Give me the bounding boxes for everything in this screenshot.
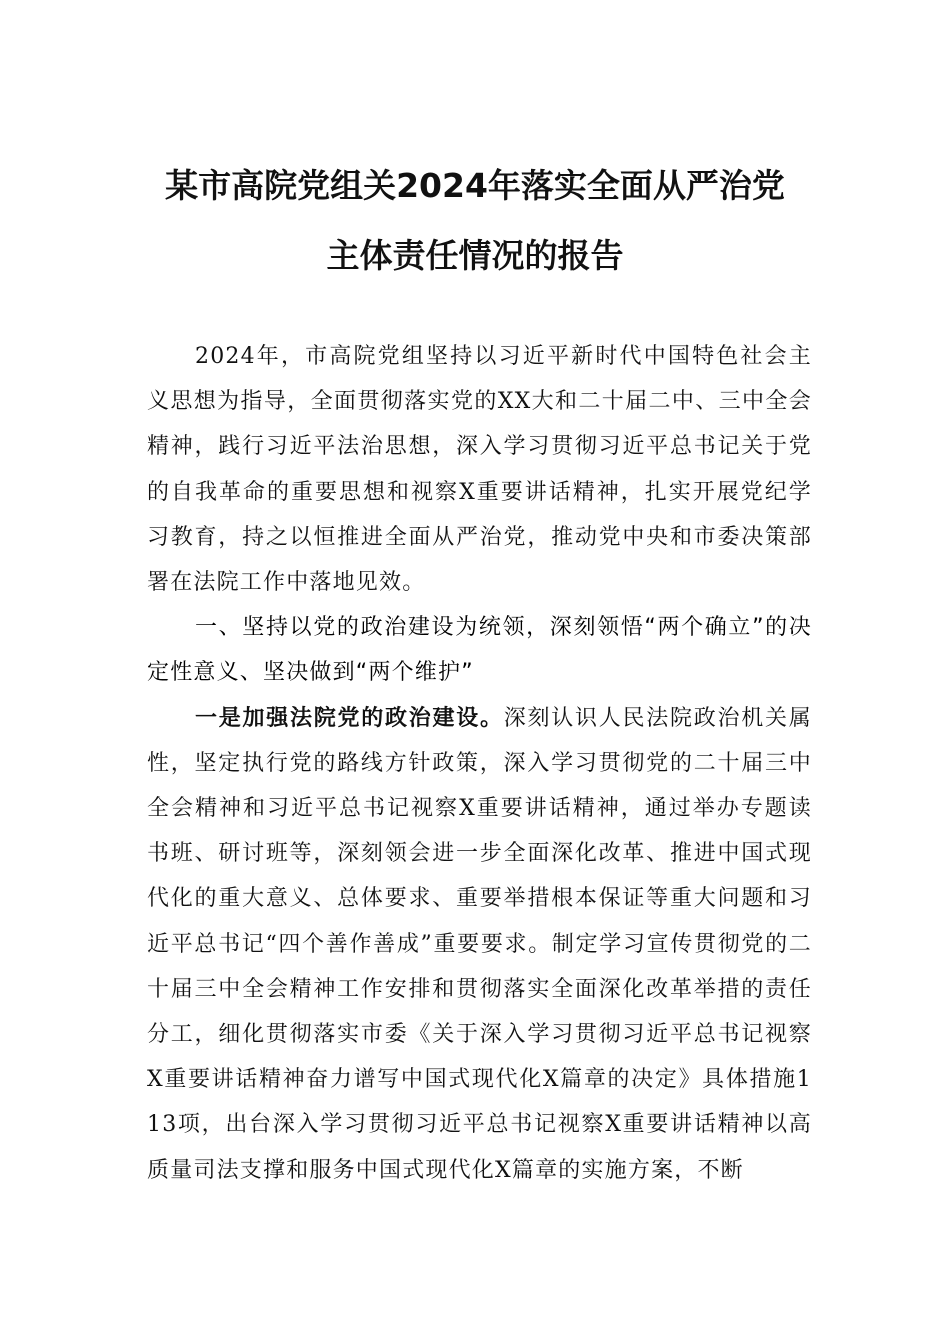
document-title-line-2: 主体责任情况的报告 [326,236,624,275]
document-title-line-1: 某市高院党组关2024年落实全面从严治党 [165,166,785,205]
section-1-heading: 一、坚持以党的政治建设为统领，深刻领悟“两个确立”的决定性意义、坚决做到“两个维护” [147,615,812,686]
document-body [147,334,812,1193]
section-1-paragraph-1 [147,696,812,1193]
intro-paragraph: 2024年，市高院党组坚持以习近平新时代中国特色社会主义思想为指导，全面贯彻落实党的XX大和二十届二中、三中全会精神，践行习近平法治思想，深入学习贯彻习近平总书记关于党的自我革命的重要思想和视察X重要讲话精神，扎实开展党纪学习教育，持之以恒推进全面从严治党，推动党中央和市委决策部署在法院工作中落地见效。 [147,344,812,596]
paragraph-lead-text: 一是加强法院党的政治建设。 [195,705,504,731]
paragraph-body-text: 深刻认识人民法院政治机关属性，坚定执行党的路线方针政策，深入学习贯彻党的二十届三中全会精神和习近平总书记视察X重要讲话精神，通过举办专题读书班、研讨班等，深刻领会进一步全面深化改革、推进中国式现代化的重大意义、总体要求、重要举措根本保证等重大问题和习近平总书记“四个善作善成”重要要求。制定学习宣传贯彻党的二十届三中全会精神工作安排和贯彻落实全面深化改革举措的责任分工，细化贯彻落实市委《关于深入学习贯彻习近平总书记视察X重要讲话精神奋力谱写中国式现代化X篇章的决定》具体措施113项，出台深入学习贯彻习近平总书记视察X重要讲话精神以高质量司法支撑和服务中国式现代化X篇章的实施方案，不断 [147,705,812,1183]
